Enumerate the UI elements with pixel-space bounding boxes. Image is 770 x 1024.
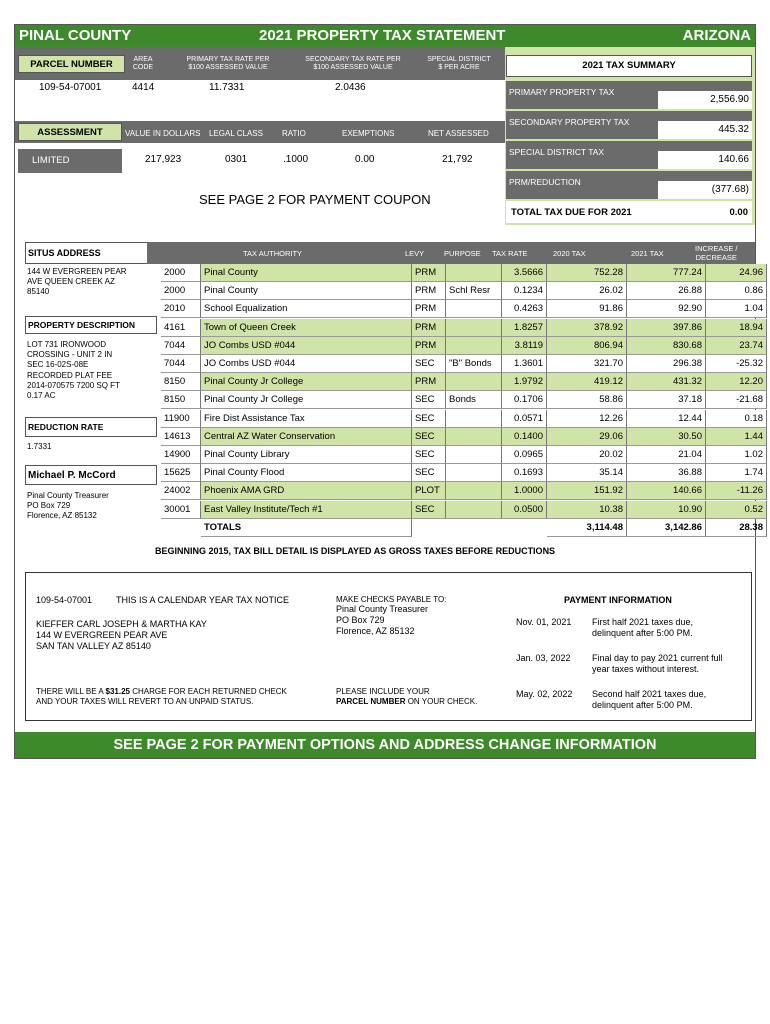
summary-row-value: 2,556.90 — [658, 91, 752, 109]
tax-cell-name: Phoenix AMA GRD — [201, 482, 412, 500]
situs-label: SITUS ADDRESS — [25, 242, 157, 264]
tax-cell-t2020: 419.12 — [547, 373, 627, 391]
include-parcel-pre: PLEASE INCLUDE YOUR — [336, 687, 430, 696]
summary-row-label: SECONDARY PROPERTY TAX — [509, 117, 630, 127]
tax-cell-levy: PLOT — [412, 482, 446, 500]
payment-date: Jan. 03, 2022 — [516, 653, 571, 663]
tax-cell-t2020: 35.14 — [547, 464, 627, 482]
tax-cell-rate: 0.1706 — [502, 391, 547, 409]
tax-cell-chg: -21.68 — [706, 391, 767, 409]
tax-cell-levy: SEC — [412, 464, 446, 482]
tax-cell-code: 30001 — [161, 501, 201, 519]
tax-cell-chg: 1.74 — [706, 464, 767, 482]
tax-cell-name: Pinal County Jr College — [201, 391, 412, 409]
tax-cell-purpose — [446, 300, 502, 318]
tax-cell-t2021: 296.38 — [627, 355, 706, 373]
primary-rate: 11.7331 — [209, 82, 245, 93]
tax-cell-code: 15625 — [161, 464, 201, 482]
tax-cell-t2021: 10.90 — [627, 501, 706, 519]
tax-cell-chg: 24.96 — [706, 264, 767, 282]
payment-info-title: PAYMENT INFORMATION — [564, 595, 672, 605]
tax-cell-t2020: 752.28 — [547, 264, 627, 282]
tax-cell-code: 4161 — [161, 319, 201, 337]
tax-cell-t2020: 29.06 — [547, 428, 627, 446]
primary-rate-label: PRIMARY TAX RATE PER $100 ASSESSED VALUE — [186, 56, 270, 71]
tax-cell-name: Pinal County Flood — [201, 464, 412, 482]
tax-cell-name: School Equalization — [201, 300, 412, 318]
assessment-label: ASSESSMENT — [18, 123, 122, 141]
tax-cell-t2020: 58.86 — [547, 391, 627, 409]
tax-cell-purpose — [446, 428, 502, 446]
tax-cell-chg: 1.44 — [706, 428, 767, 446]
tax-cell-levy: PRM — [412, 337, 446, 355]
tax-cell-levy: SEC — [412, 501, 446, 519]
tax-cell-levy: PRM — [412, 319, 446, 337]
tax-cell-chg: 0.18 — [706, 410, 767, 428]
tax-cell-code: 7044 — [161, 355, 201, 373]
tax-cell-purpose: "B" Bonds — [446, 355, 502, 373]
state-name: ARIZONA — [682, 27, 751, 44]
tax-cell-name: Pinal County Jr College — [201, 373, 412, 391]
tax-row — [161, 464, 767, 482]
tax-cell-chg: 12.20 — [706, 373, 767, 391]
reduction-rate-label: REDUCTION RATE — [25, 417, 157, 437]
tax-cell-levy: PRM — [412, 300, 446, 318]
payable-label: MAKE CHECKS PAYABLE TO: — [336, 595, 447, 604]
tax-cell-name: JO Combs USD #044 — [201, 355, 412, 373]
ratio: .1000 — [283, 154, 309, 165]
see-page-2-coupon: SEE PAGE 2 FOR PAYMENT COUPON — [199, 192, 431, 207]
tax-cell-rate: 3.8119 — [502, 337, 547, 355]
include-parcel-bold: PARCEL NUMBER — [336, 697, 406, 706]
summary-row-label: PRIMARY PROPERTY TAX — [509, 87, 615, 97]
calendar-notice: THIS IS A CALENDAR YEAR TAX NOTICE — [116, 595, 290, 605]
tax-cell-t2020: 806.94 — [547, 337, 627, 355]
tax-cell-code: 14613 — [161, 428, 201, 446]
tax-cell-name: East Valley Institute/Tech #1 — [201, 501, 412, 519]
total-tax-value: 0.00 — [729, 207, 748, 218]
tax-cell-purpose — [446, 319, 502, 337]
exemptions: 0.00 — [355, 154, 375, 165]
tax-row — [161, 300, 767, 318]
summary-row-label: PRM/REDUCTION — [509, 177, 581, 187]
tax-cell-t2020: 378.92 — [547, 319, 627, 337]
returned-check-note — [36, 687, 287, 707]
secondary-rate-label: SECONDARY TAX RATE PER $100 ASSESSED VALUE — [305, 56, 401, 71]
property-description: LOT 731 IRONWOOD CROSSING - UNIT 2 IN SEC 16-02S-08E RECORDED PLAT FEE 2014-070575 7200 SQ FT 0.17 AC — [27, 340, 120, 401]
payment-note: First half 2021 taxes due, delinquent after 5:00 PM. — [592, 617, 694, 638]
tax-cell-purpose: Schl Resr — [446, 282, 502, 300]
tax-cell-t2021: 777.24 — [627, 264, 706, 282]
tax-cell-chg: 0.52 — [706, 501, 767, 519]
tax-cell-rate: 0.1400 — [502, 428, 547, 446]
tax-cell-levy: SEC — [412, 410, 446, 428]
assessment-type: LIMITED — [18, 149, 122, 173]
tax-statement — [14, 24, 763, 759]
tax-cell-t2021: 37.18 — [627, 391, 706, 409]
summary-title: 2021 TAX SUMMARY — [506, 55, 752, 77]
tax-cell-chg: 18.94 — [706, 319, 767, 337]
tax-cell-name: Pinal County — [201, 264, 412, 282]
tax-cell-t2020: 321.70 — [547, 355, 627, 373]
include-parcel-post: ON YOUR CHECK. — [405, 697, 478, 706]
summary-row — [506, 171, 752, 199]
tax-cell-t2021: 431.32 — [627, 373, 706, 391]
tax-cell-name: JO Combs USD #044 — [201, 337, 412, 355]
tax-cell-rate: 0.1693 — [502, 464, 547, 482]
summary-row-value: 445.32 — [658, 121, 752, 139]
ratio-label: RATIO — [282, 129, 306, 138]
tax-cell-t2020: 12.26 — [547, 410, 627, 428]
tax-authority-header: TAX AUTHORITY — [243, 249, 303, 258]
notice-parcel-number: 109-54-07001 — [36, 595, 93, 605]
tax-cell-chg: 23.74 — [706, 337, 767, 355]
tax-cell-name: Pinal County Library — [201, 446, 412, 464]
tax-cell-levy: PRM — [412, 282, 446, 300]
special-district-label: SPECIAL DISTRICT $ PER ACRE — [427, 56, 491, 71]
tax-cell-t2021: 830.68 — [627, 337, 706, 355]
tax-cell-purpose — [446, 337, 502, 355]
levy-header: LEVY — [405, 249, 425, 258]
tax-rate-header: TAX RATE — [492, 249, 528, 258]
situs-address: 144 W EVERGREEN PEAR AVE QUEEN CREEK AZ 85140 — [27, 267, 127, 296]
returned-check-post: CHARGE FOR EACH RETURNED CHECK AND YOUR TAXES WILL REVERT TO AN UNPAID STATUS. — [36, 687, 287, 706]
area-code: 4414 — [132, 82, 155, 93]
tax-cell-t2020: 151.92 — [547, 482, 627, 500]
parcel-number-label: PARCEL NUMBER — [18, 55, 125, 73]
tax-cell-levy: SEC — [412, 428, 446, 446]
totals-row — [161, 519, 767, 537]
tax-cell-code: 14900 — [161, 446, 201, 464]
payment-note: Second half 2021 taxes due, delinquent after 5:00 PM. — [592, 689, 707, 710]
totals-label: TOTALS — [201, 519, 412, 537]
tax-cell-code: 2000 — [161, 282, 201, 300]
total-tax-due — [506, 201, 752, 223]
owner-address: KIEFFER CARL JOSEPH & MARTHA KAY 144 W EVERGREEN PEAR AVE SAN TAN VALLEY AZ 85140 — [36, 619, 207, 651]
tax-table-header — [147, 242, 755, 264]
total-tax-label: TOTAL TAX DUE FOR 2021 — [511, 207, 632, 218]
tax-cell-levy: SEC — [412, 446, 446, 464]
tax-cell-t2020: 20.02 — [547, 446, 627, 464]
tax-cell-rate: 0.1234 — [502, 282, 547, 300]
summary-row — [506, 111, 752, 139]
tax-cell-purpose: Bonds — [446, 391, 502, 409]
tax-cell-rate: 0.0500 — [502, 501, 547, 519]
tax-cell-name: Pinal County — [201, 282, 412, 300]
purpose-header: PURPOSE — [444, 249, 481, 258]
tax-cell-t2021: 12.44 — [627, 410, 706, 428]
secondary-rate: 2.0436 — [335, 82, 366, 93]
returned-check-pre: THERE WILL BE A — [36, 687, 106, 696]
tax-cell-t2021: 21.04 — [627, 446, 706, 464]
legal-class-label: LEGAL CLASS — [209, 129, 263, 138]
totals-chg: 28.38 — [706, 519, 767, 537]
tax-row — [161, 410, 767, 428]
footer-banner: SEE PAGE 2 FOR PAYMENT OPTIONS AND ADDRESS CHANGE INFORMATION — [15, 732, 755, 758]
tax-cell-t2021: 397.86 — [627, 319, 706, 337]
tax-row — [161, 264, 767, 282]
totals-t2021: 3,142.86 — [627, 519, 706, 537]
parcel-number: 109-54-07001 — [39, 82, 102, 93]
tax-cell-t2021: 30.50 — [627, 428, 706, 446]
tax-cell-chg: 1.04 — [706, 300, 767, 318]
value-label: VALUE IN DOLLARS — [125, 129, 201, 138]
tax-row — [161, 337, 767, 355]
summary-row-label: SPECIAL DISTRICT TAX — [509, 147, 605, 157]
legal-class: 0301 — [225, 154, 248, 165]
tax-cell-rate: 1.8257 — [502, 319, 547, 337]
tax-row — [161, 482, 767, 500]
tax-cell-chg: -25.32 — [706, 355, 767, 373]
tax-cell-purpose — [446, 410, 502, 428]
gross-taxes-note: BEGINNING 2015, TAX BILL DETAIL IS DISPLAYED AS GROSS TAXES BEFORE REDUCTIONS — [155, 546, 556, 556]
tax-cell-t2020: 91.86 — [547, 300, 627, 318]
reduction-rate: 1.7331 — [27, 442, 52, 451]
treasurer-address: Pinal County Treasurer PO Box 729 Florence, AZ 85132 — [27, 491, 109, 520]
county-name: PINAL COUNTY — [19, 27, 132, 44]
tax-cell-chg: 0.86 — [706, 282, 767, 300]
tax-cell-levy: PRM — [412, 373, 446, 391]
net-assessed: 21,792 — [442, 154, 473, 165]
tax-cell-rate: 1.3601 — [502, 355, 547, 373]
tax-cell-rate: 0.4263 — [502, 300, 547, 318]
summary-row-value: (377.68) — [658, 181, 752, 199]
payable-address: Pinal County Treasurer PO Box 729 Florence, AZ 85132 — [336, 604, 429, 636]
tax-cell-rate: 0.0571 — [502, 410, 547, 428]
tax-cell-code: 2000 — [161, 264, 201, 282]
totals-t2020: 3,114.48 — [547, 519, 627, 537]
tax-cell-t2021: 26.88 — [627, 282, 706, 300]
tax-cell-name: Fire Dist Assistance Tax — [201, 410, 412, 428]
tax-row — [161, 446, 767, 464]
tax-cell-chg: 1.02 — [706, 446, 767, 464]
area-code-label: AREA CODE — [132, 56, 154, 71]
returned-check-amount: $31.25 — [105, 687, 130, 696]
tax-row — [161, 501, 767, 519]
tax-cell-t2020: 26.02 — [547, 282, 627, 300]
exemptions-label: EXEMPTIONS — [342, 129, 395, 138]
tax-row — [161, 391, 767, 409]
tax-cell-t2021: 36.88 — [627, 464, 706, 482]
include-parcel-note — [336, 687, 477, 707]
tax-cell-name: Central AZ Water Conservation — [201, 428, 412, 446]
tax-cell-purpose — [446, 501, 502, 519]
tax-cell-code: 7044 — [161, 337, 201, 355]
assessed-value: 217,923 — [145, 154, 182, 165]
tax-row — [161, 428, 767, 446]
tax-cell-rate: 1.9792 — [502, 373, 547, 391]
tax-cell-code: 8150 — [161, 373, 201, 391]
statement-title: 2021 PROPERTY TAX STATEMENT — [259, 27, 506, 44]
tax-cell-rate: 0.0965 — [502, 446, 547, 464]
tax-cell-levy: SEC — [412, 355, 446, 373]
summary-row — [506, 81, 752, 109]
tax-row — [161, 282, 767, 300]
property-description-label: PROPERTY DESCRIPTION — [25, 316, 157, 334]
treasurer-name: Michael P. McCord — [25, 465, 157, 485]
payment-date: May. 02, 2022 — [516, 689, 573, 699]
tax-cell-code: 24002 — [161, 482, 201, 500]
tax-row — [161, 355, 767, 373]
tax-cell-name: Town of Queen Creek — [201, 319, 412, 337]
summary-row — [506, 141, 752, 169]
payment-note: Final day to pay 2021 current full year taxes without interest. — [592, 653, 723, 674]
summary-row-value: 140.66 — [658, 151, 752, 169]
tax-cell-purpose — [446, 373, 502, 391]
tax-2020-header: 2020 TAX — [553, 249, 586, 258]
tax-cell-levy: SEC — [412, 391, 446, 409]
tax-cell-purpose — [446, 446, 502, 464]
tax-cell-purpose — [446, 464, 502, 482]
tax-cell-code: 8150 — [161, 391, 201, 409]
tax-cell-rate: 3.5666 — [502, 264, 547, 282]
tax-cell-t2020: 10.38 — [547, 501, 627, 519]
tax-row — [161, 319, 767, 337]
net-assessed-label: NET ASSESSED — [428, 129, 489, 138]
change-header: INCREASE / DECREASE — [695, 244, 738, 262]
tax-cell-rate: 1.0000 — [502, 482, 547, 500]
tax-cell-levy: PRM — [412, 264, 446, 282]
header-bar — [15, 25, 755, 47]
tax-cell-purpose — [446, 264, 502, 282]
payment-date: Nov. 01, 2021 — [516, 617, 572, 627]
tax-cell-purpose — [446, 482, 502, 500]
tax-cell-t2021: 140.66 — [627, 482, 706, 500]
tax-cell-t2021: 92.90 — [627, 300, 706, 318]
tax-cell-code: 2010 — [161, 300, 201, 318]
notice-box — [25, 572, 752, 721]
tax-cell-code: 11900 — [161, 410, 201, 428]
tax-2021-header: 2021 TAX — [631, 249, 664, 258]
tax-cell-chg: -11.26 — [706, 482, 767, 500]
tax-row — [161, 373, 767, 391]
